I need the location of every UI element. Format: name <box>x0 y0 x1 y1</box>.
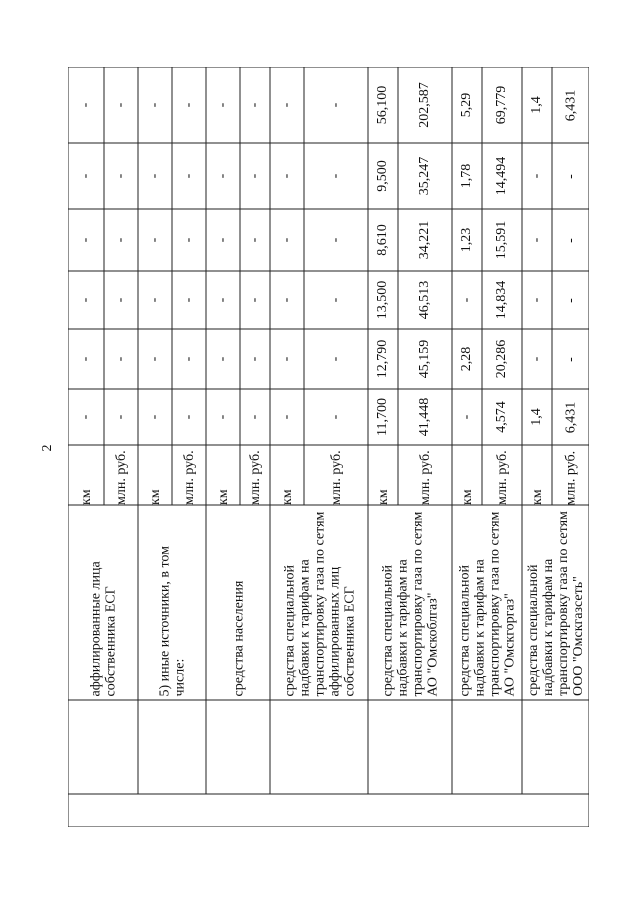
table-cell: - <box>562 173 578 179</box>
table-cell: - <box>279 297 294 303</box>
row-label: аффилированные лица собственника ЕСГ <box>88 560 118 696</box>
unit-cell: млн. руб. <box>247 450 263 505</box>
table-cell: - <box>113 356 128 362</box>
table-cell: 4,574 <box>494 401 509 433</box>
table-cell: - <box>529 237 544 243</box>
table-cell: - <box>113 102 128 108</box>
row-label: средства специальной надбавки к тарифам на транспортировку газа по сетям ООО "Омскгазсеть" <box>525 511 586 696</box>
unit-cell: млн. руб. <box>417 450 433 505</box>
table-cell: - <box>147 356 162 362</box>
table-cell: - <box>328 356 343 362</box>
table-cell: - <box>147 297 162 303</box>
table-cell: 13,500 <box>375 280 390 320</box>
table-cell: 41,448 <box>417 397 432 437</box>
unit-cell: км <box>215 489 231 505</box>
unit-cell: км <box>78 489 94 505</box>
table-cell: 202,587 <box>417 82 432 128</box>
table-cell: - <box>529 173 544 179</box>
table-cell: 14,834 <box>494 280 509 320</box>
table-cell: - <box>113 414 128 420</box>
table-cell: - <box>147 237 162 243</box>
table-cell: - <box>78 297 93 303</box>
page-number: 2 <box>40 444 55 452</box>
unit-cell: млн. руб. <box>113 450 129 505</box>
table-cell: - <box>147 173 162 179</box>
table-cell: - <box>78 102 93 108</box>
table-cell: 1,78 <box>459 163 474 189</box>
table-cell: - <box>279 237 294 243</box>
row-label: средства специальной надбавки к тарифам на транспортировку газа по сетям аффилированных лиц собственника ЕСГ <box>281 511 357 696</box>
table-cell: - <box>247 356 262 362</box>
table-cell: - <box>181 297 196 303</box>
table-cell: 20,286 <box>494 339 509 379</box>
table-cell: - <box>78 173 93 179</box>
table-cell: - <box>113 237 128 243</box>
table-cell: - <box>247 414 262 420</box>
table-cell: 34,221 <box>417 220 432 260</box>
table-cell: 56,100 <box>375 85 390 125</box>
table-cell: - <box>147 102 162 108</box>
row-label: средства специальной надбавки к тарифам на транспортировку газа по сетям АО "Омскгоргаз" <box>457 511 517 696</box>
unit-cell: км <box>147 489 163 505</box>
table-cell: - <box>181 102 196 108</box>
table-cell: - <box>328 297 343 303</box>
table-cell: 12,790 <box>375 339 390 379</box>
row-label: средства специальной надбавки к тарифам на транспортировку газа по сетям АО "Омскоблгаз" <box>380 511 440 696</box>
table-cell: 46,513 <box>417 280 432 320</box>
table-cell: - <box>279 102 294 108</box>
table-cell: 2,28 <box>459 346 474 372</box>
table-cell: 8,610 <box>375 224 390 256</box>
table-cell: - <box>529 297 544 303</box>
table-cell: - <box>181 356 196 362</box>
table-cell: - <box>113 297 128 303</box>
table-cell: - <box>328 237 343 243</box>
row-label: средства населения <box>230 580 246 696</box>
unit-cell: млн. руб. <box>181 450 197 505</box>
table-cell: - <box>459 414 474 420</box>
unit-cell: км <box>279 489 295 505</box>
table-cell: - <box>562 237 578 243</box>
table-cell: - <box>247 297 262 303</box>
table-cell: - <box>328 414 343 420</box>
table-cell: - <box>279 173 294 179</box>
unit-cell: млн. руб. <box>494 450 510 505</box>
table-cell: 11,700 <box>375 398 390 436</box>
table-cell: 6,431 <box>562 401 578 433</box>
table-cell: 15,591 <box>494 220 509 260</box>
unit-cell: км <box>459 489 475 505</box>
table-cell: - <box>113 173 128 179</box>
unit-cell: км <box>375 489 391 505</box>
table-cell: - <box>459 297 474 303</box>
unit-cell: км <box>529 489 545 505</box>
table-cell: - <box>279 414 294 420</box>
table-cell: - <box>562 356 578 362</box>
table-cell: 35,247 <box>417 156 432 196</box>
table-cell: - <box>529 356 544 362</box>
table-cell: - <box>215 102 230 108</box>
row-label: 5) иные источники, в том числе: <box>157 545 187 696</box>
table-cell: - <box>328 102 343 108</box>
table-cell: 1,4 <box>529 408 544 426</box>
table-cell: 45,159 <box>417 339 432 379</box>
table-cell: 6,431 <box>562 89 578 121</box>
table-cell: - <box>147 414 162 420</box>
table-cell: - <box>181 414 196 420</box>
table-cell: - <box>279 356 294 362</box>
unit-cell: млн. руб. <box>563 450 578 505</box>
table-cell: - <box>247 173 262 179</box>
table-cell: 5,29 <box>459 92 474 118</box>
table-cell: - <box>247 102 262 108</box>
table-cell: - <box>247 237 262 243</box>
table-cell: 1,23 <box>459 227 474 253</box>
table-cell: - <box>78 414 93 420</box>
table-cell: - <box>181 237 196 243</box>
table-cell: - <box>78 237 93 243</box>
rotated-table <box>68 67 589 827</box>
table-cell: 9,500 <box>375 160 390 192</box>
table-cell: - <box>215 356 230 362</box>
table-cell: 1,4 <box>529 96 544 114</box>
table-cell: - <box>215 414 230 420</box>
table-cell: - <box>215 173 230 179</box>
table-cell: - <box>328 173 343 179</box>
table-cell: - <box>181 173 196 179</box>
unit-cell: млн. руб. <box>328 450 344 505</box>
table-cell: 69,779 <box>494 85 509 125</box>
table-cell: - <box>215 297 230 303</box>
table-cell: - <box>215 237 230 243</box>
table-cell: 14,494 <box>494 156 509 196</box>
table-cell: - <box>562 297 578 303</box>
table-cell: - <box>78 356 93 362</box>
